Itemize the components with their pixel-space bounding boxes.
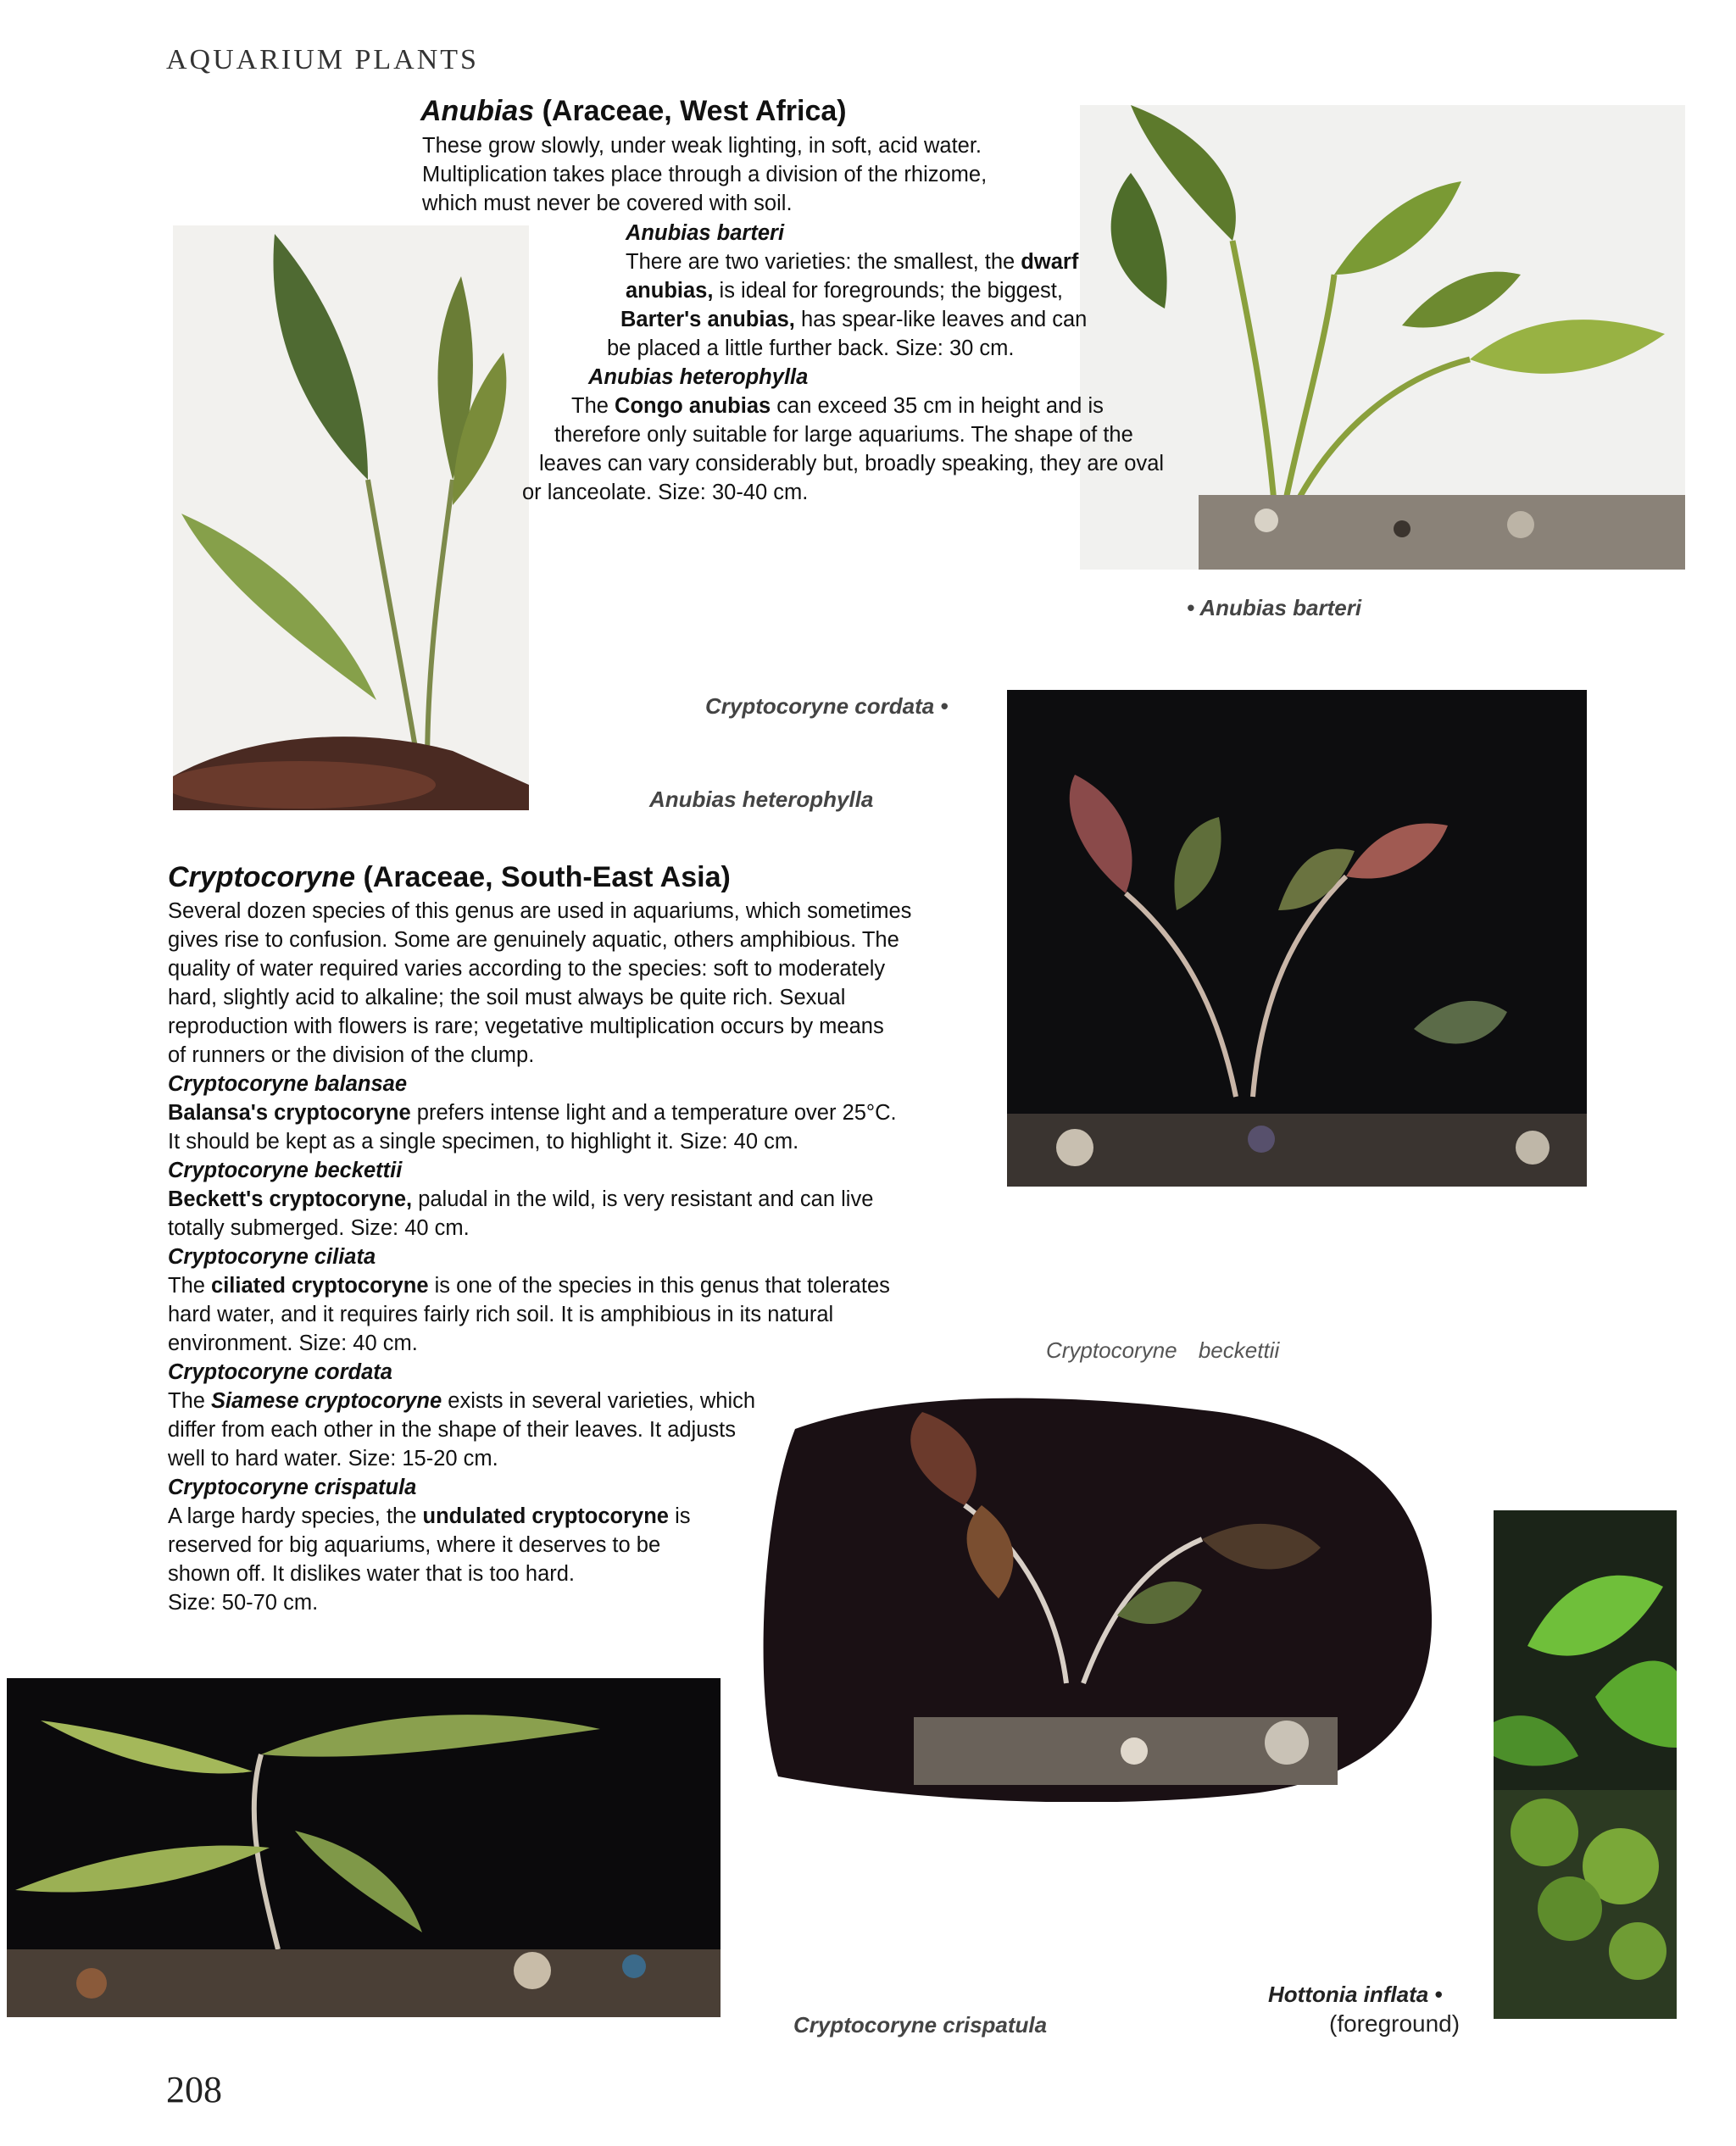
photo-hottonia-inflata [1494, 1510, 1677, 2019]
cordata-title: Cryptocoryne cordata [168, 1360, 392, 1384]
crispatula-title: Cryptocoryne crispatula [168, 1476, 417, 1499]
ciliata-line: The ciliated cryptocoryne is one of the species in this genus that tolerates [168, 1274, 890, 1298]
anubias-heterophylla-line: leaves can vary considerably but, broadly speaking, they are oval [539, 452, 1165, 475]
beckettii-title: Cryptocoryne beckettii [168, 1159, 403, 1182]
caption-cryptocoryne-cordata: Cryptocoryne cordata • [705, 693, 949, 719]
crispatula-line: shown off. It dislikes water that is too hard. [168, 1562, 576, 1586]
photo-cryptocoryne-cordata [1007, 690, 1587, 1187]
crispatula-line: Size: 50-70 cm. [168, 1591, 319, 1615]
crispatula-line: reserved for big aquariums, where it deserves to be [168, 1533, 661, 1557]
page-number: 208 [166, 2069, 222, 2110]
crispatula-line: A large hardy species, the undulated cryptocoryne is [168, 1504, 691, 1528]
anubias-barteri-line: Barter's anubias, has spear-like leaves and can [620, 308, 1088, 331]
anubias-heterophylla-line: or lanceolate. Size: 30-40 cm. [522, 481, 809, 504]
caption-anubias-barteri: • Anubias barteri [1187, 595, 1362, 620]
anubias-barteri-line: be placed a little further back. Size: 30 cm. [607, 336, 1015, 360]
anubias-heading-rest: (Araceae, West Africa) [534, 95, 847, 127]
anubias-intro-line: Multiplication takes place through a division of the rhizome, [422, 163, 988, 186]
anubias-heading [420, 95, 847, 128]
photo-cryptocoryne-crispatula [7, 1678, 721, 2017]
beckettii-line: Beckett's cryptocoryne, paludal in the wild, is very resistant and can live [168, 1187, 874, 1211]
ciliata-title: Cryptocoryne ciliata [168, 1245, 376, 1269]
cryptocoryne-intro-line: hard, slightly acid to alkaline; the soil must always be quite rich. Sexual [168, 986, 846, 1009]
cordata-line: well to hard water. Size: 15-20 cm. [168, 1447, 498, 1471]
cryptocoryne-heading-rest: (Araceae, South-East Asia) [355, 861, 731, 893]
anubias-barteri-title: Anubias barteri [626, 221, 785, 245]
ciliata-line: hard water, and it requires fairly rich soil. It is amphibious in its natural [168, 1303, 834, 1326]
caption-hottonia-note: (foreground) [1329, 2010, 1461, 2037]
caption-anubias-heterophylla: Anubias heterophylla [649, 787, 874, 812]
cryptocoryne-intro-line: quality of water required varies according to the species: soft to moderately [168, 957, 886, 981]
running-head: AQUARIUM PLANTS [166, 44, 479, 75]
balansae-title: Cryptocoryne balansae [168, 1072, 408, 1096]
cryptocoryne-intro-line: Several dozen species of this genus are used in aquariums, which sometimes [168, 899, 912, 923]
cryptocoryne-intro-line: reproduction with flowers is rare; vegetative multiplication occurs by means [168, 1015, 884, 1038]
cryptocoryne-heading [168, 861, 731, 894]
anubias-heterophylla-line: therefore only suitable for large aquariums. The shape of the [554, 423, 1133, 447]
cordata-line: The Siamese cryptocoryne exists in several varieties, which [168, 1389, 756, 1413]
balansae-line: It should be kept as a single specimen, to highlight it. Size: 40 cm. [168, 1130, 799, 1154]
anubias-heterophylla-title: Anubias heterophylla [588, 365, 809, 389]
anubias-barteri-line: There are two varieties: the smallest, the dwarf [626, 250, 1079, 274]
caption-cryptocoryne-beckettii: Cryptocoryne beckettii [1046, 1337, 1280, 1363]
anubias-heading-genus: Anubias [420, 95, 535, 127]
cryptocoryne-body [168, 897, 1015, 1617]
anubias-heterophylla-text [0, 392, 1271, 507]
anubias-barteri-line: anubias, is ideal for foregrounds; the biggest, [626, 279, 1063, 303]
anubias-heterophylla-line: The Congo anubias can exceed 35 cm in height and is [571, 394, 1104, 418]
anubias-intro-line: These grow slowly, under weak lighting, in soft, acid water. [422, 134, 982, 158]
caption-hottonia-inflata: Hottonia inflata • [1268, 1982, 1443, 2007]
caption-cryptocoryne-crispatula: Cryptocoryne crispatula [793, 2012, 1048, 2038]
cordata-line: differ from each other in the shape of their leaves. It adjusts [168, 1418, 736, 1442]
cryptocoryne-intro-line: gives rise to confusion. Some are genuinely aquatic, others amphibious. The [168, 928, 899, 952]
ciliata-line: environment. Size: 40 cm. [168, 1332, 418, 1355]
anubias-barteri-text [0, 247, 1187, 363]
anubias-intro-line: which must never be covered with soil. [422, 192, 793, 215]
cryptocoryne-heading-genus: Cryptocoryne [168, 861, 356, 893]
anubias-intro [422, 131, 987, 218]
balansae-line: Balansa's cryptocoryne prefers intense light and a temperature over 25°C. [168, 1101, 897, 1125]
beckettii-line: totally submerged. Size: 40 cm. [168, 1216, 470, 1240]
cryptocoryne-intro-line: of runners or the division of the clump. [168, 1043, 535, 1067]
